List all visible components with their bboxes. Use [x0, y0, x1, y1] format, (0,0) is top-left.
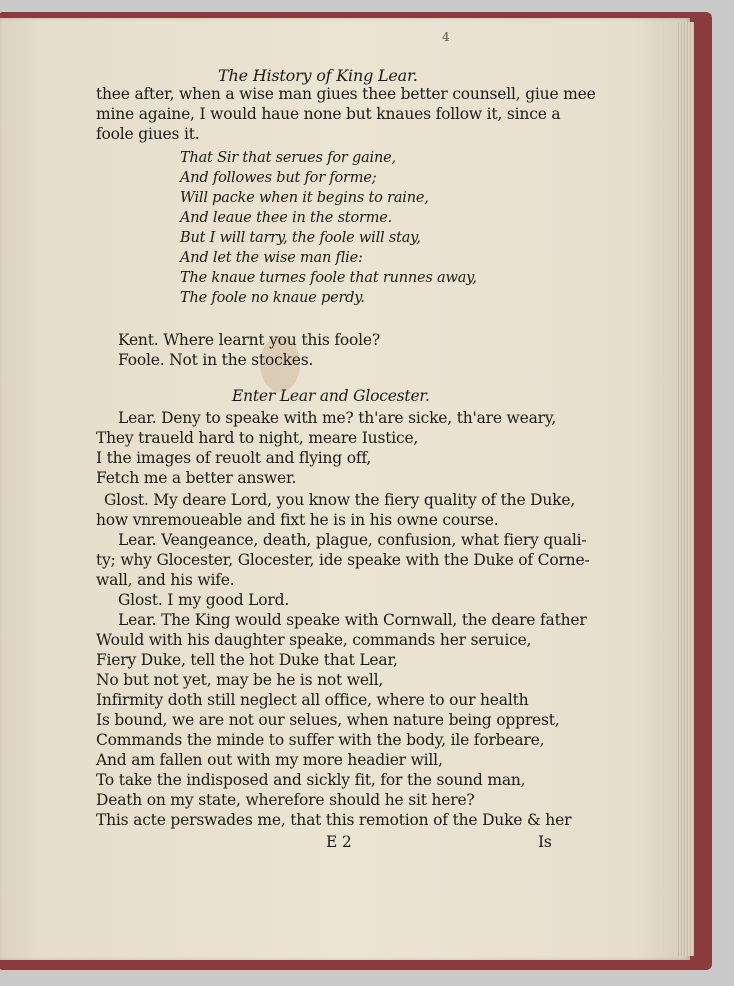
speech-line: Glost. My deare Lord, you know the fiery quality of the Duke,	[104, 491, 576, 509]
text-line: foole giues it.	[96, 125, 200, 143]
text-line: Commands the minde to suffer with the body, ile forbeare,	[96, 731, 545, 749]
text-line: Death on my state, wherefore should he sit here?	[96, 791, 475, 809]
verse-line: The knaue turnes foole that runnes away,	[180, 270, 477, 286]
text-line: mine againe, I would haue none but knaues follow it, since a	[96, 105, 561, 123]
text-line: how vnremoueable and fixt he is in his owne course.	[96, 511, 499, 529]
verse-line: Will packe when it begins to raine,	[180, 190, 429, 206]
verse-line: And followes but for forme;	[180, 170, 377, 186]
speech-line: Kent. Where learnt you this foole?	[118, 331, 381, 349]
text-line: thee after, when a wise man giues thee better counsell, giue mee	[96, 85, 596, 103]
text-line: To take the indisposed and sickly fit, for the sound man,	[96, 771, 526, 789]
verse-line: And leaue thee in the storme.	[180, 210, 393, 226]
speech-line: Foole. Not in the stockes.	[118, 351, 314, 369]
text-line: Fetch me a better answer.	[96, 469, 297, 487]
signature-mark: E 2	[326, 833, 352, 851]
running-head: The History of King Lear.	[218, 66, 418, 85]
text-line: They traueld hard to night, meare Iustice,	[96, 429, 419, 447]
text-line: Infirmity doth still neglect all office, where to our health	[96, 691, 529, 709]
text-line: ty; why Glocester, Glocester, ide speake with the Duke of Corne-	[96, 551, 590, 569]
verse-line: And let the wise man flie:	[180, 250, 363, 266]
verse-line: The foole no knaue perdy.	[180, 290, 365, 306]
text-line: No but not yet, may be he is not well,	[96, 671, 384, 689]
top-mark: 4	[442, 30, 450, 44]
stage-direction: Enter Lear and Glocester.	[232, 387, 430, 405]
verse-line: But I will tarry, the foole will stay,	[180, 230, 421, 246]
text-line: And am fallen out with my more headier will,	[96, 751, 443, 769]
speech-line: Lear. Veangeance, death, plague, confusion, what fiery quali-	[118, 531, 587, 549]
verse-line: That Sir that serues for gaine,	[180, 150, 396, 166]
text-line: I the images of reuolt and flying off,	[96, 449, 372, 467]
text-line: This acte perswades me, that this remotion of the Duke & her	[96, 811, 572, 829]
text-line: Is bound, we are not our selues, when nature being opprest,	[96, 711, 560, 729]
speech-line: Lear. Deny to speake with me? th'are sicke, th'are weary,	[118, 409, 557, 427]
speech-line: Lear. The King would speake with Cornwall, the deare father	[118, 611, 587, 629]
speech-line: Glost. I my good Lord.	[118, 591, 290, 609]
text-line: Fiery Duke, tell the hot Duke that Lear,	[96, 651, 398, 669]
catchword: Is	[538, 833, 552, 851]
text-line: Would with his daughter speake, commands her seruice,	[96, 631, 532, 649]
text-line: wall, and his wife.	[96, 571, 235, 589]
